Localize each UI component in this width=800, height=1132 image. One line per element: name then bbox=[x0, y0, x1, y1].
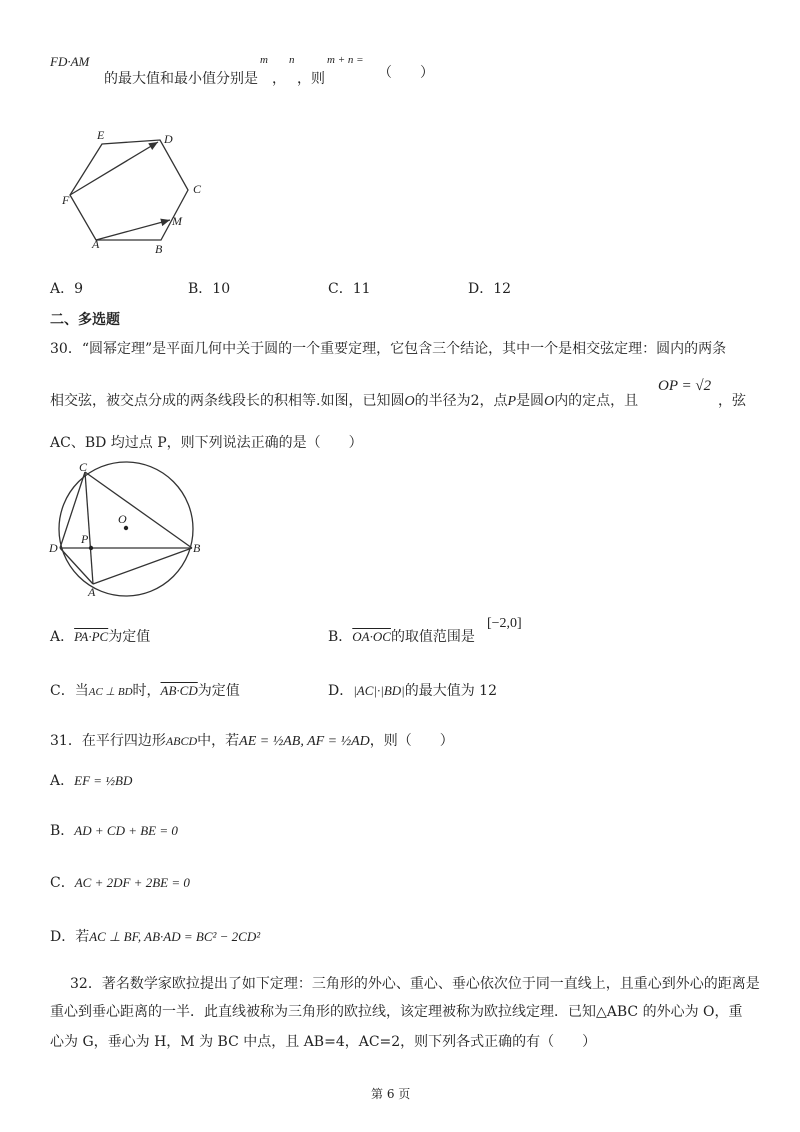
q29-m: m bbox=[260, 54, 268, 66]
hex-label-d: D bbox=[164, 132, 173, 146]
q30-option-c[interactable]: C．当AC ⊥ BD时，AB·CD为定值 bbox=[50, 683, 240, 699]
q29-n: n bbox=[289, 54, 295, 66]
q31-stem: 31．在平行四边形ABCD中，若AE = ½AB, AF = ½AD，则（ ） bbox=[50, 733, 454, 749]
hex-label-c: C bbox=[193, 182, 202, 196]
q31-option-d[interactable]: D．若AC ⊥ BF, AB·AD = BC² − 2CD² bbox=[50, 929, 261, 945]
q29-then: ，则 bbox=[297, 71, 325, 87]
segment-ad bbox=[60, 548, 93, 584]
circle-label-a: A bbox=[88, 585, 96, 599]
segment-ab bbox=[93, 548, 192, 584]
q32-line1: 32．著名数学家欧拉提出了如下定理：三角形的外心、重心、垂心依次位于同一直线上，且重心到外心的距离是 bbox=[70, 976, 760, 992]
hex-label-e: E bbox=[97, 128, 105, 142]
circle-label-p: P bbox=[81, 532, 89, 546]
chord-ca bbox=[85, 472, 93, 584]
q32-line3: 心为 G，垂心为 H，M 为 BC 中点，且 AB=4，AC=2，则下列各式正确的有（ ） bbox=[50, 1034, 597, 1050]
q29-text-max-min: 的最大值和最小值分别是 bbox=[104, 71, 258, 87]
q29-expression: FD·AM bbox=[50, 54, 90, 69]
q30-option-d[interactable]: D．|AC|·|BD|的最大值为 12 bbox=[328, 683, 497, 699]
q29-option-a[interactable]: A．9 bbox=[50, 281, 84, 297]
q31-option-a[interactable]: A．EF = ½BD bbox=[50, 773, 133, 789]
q30-line3: AC、BD 均过点 P，则下列说法正确的是（ ） bbox=[50, 435, 363, 451]
section-title-multi-choice: 二、多选题 bbox=[50, 312, 120, 328]
q30-line1: 30．“圆幂定理”是平面几何中关于圆的一个重要定理，它包含三个结论，其中一个是相交弦定理：圆内的两条 bbox=[50, 341, 727, 357]
q29-sum: m + n = bbox=[327, 54, 364, 66]
q29-paren: （ ） bbox=[378, 65, 434, 81]
q31-option-b[interactable]: B．AD + CD + BE = 0 bbox=[50, 823, 178, 839]
circle-label-c: C bbox=[79, 460, 88, 474]
q30-line2: 相交弦，被交点分成的两条线段长的积相等.如图，已知圆O的半径为2，点P是圆O内的定点，且 bbox=[50, 393, 639, 409]
hex-label-a: A bbox=[92, 237, 100, 251]
q30-op-value: OP = √2 bbox=[658, 378, 712, 394]
q29-option-b[interactable]: B．10 bbox=[188, 281, 231, 297]
q31-option-c[interactable]: C．AC + 2DF + 2BE = 0 bbox=[50, 875, 190, 891]
circle-label-d: D bbox=[49, 541, 58, 555]
page-number: 第 6 页 bbox=[371, 1087, 411, 1101]
point-p bbox=[89, 546, 93, 550]
hex-label-b: B bbox=[155, 242, 163, 256]
q30-line2-end: ，弦 bbox=[718, 393, 746, 409]
q29-comma: ， bbox=[272, 71, 286, 87]
q30-option-b-range: [−2,0] bbox=[487, 616, 522, 631]
q30-option-b[interactable]: B．OA·OC的取值范围是 bbox=[328, 629, 475, 645]
circle-label-b: B bbox=[193, 541, 201, 555]
hex-label-m: M bbox=[172, 214, 182, 228]
q29-option-c[interactable]: C．11 bbox=[328, 281, 371, 297]
circle-label-o: O bbox=[118, 512, 127, 526]
q30-option-a[interactable]: A．PA·PC为定值 bbox=[50, 629, 151, 645]
q32-line2: 重心到垂心距离的一半．此直线被称为三角形的欧拉线，该定理被称为欧拉线定理．已知△ABC 的外心为 O，重 bbox=[50, 1004, 743, 1020]
q29-option-d[interactable]: D．12 bbox=[468, 281, 512, 297]
hex-label-f: F bbox=[62, 193, 70, 207]
